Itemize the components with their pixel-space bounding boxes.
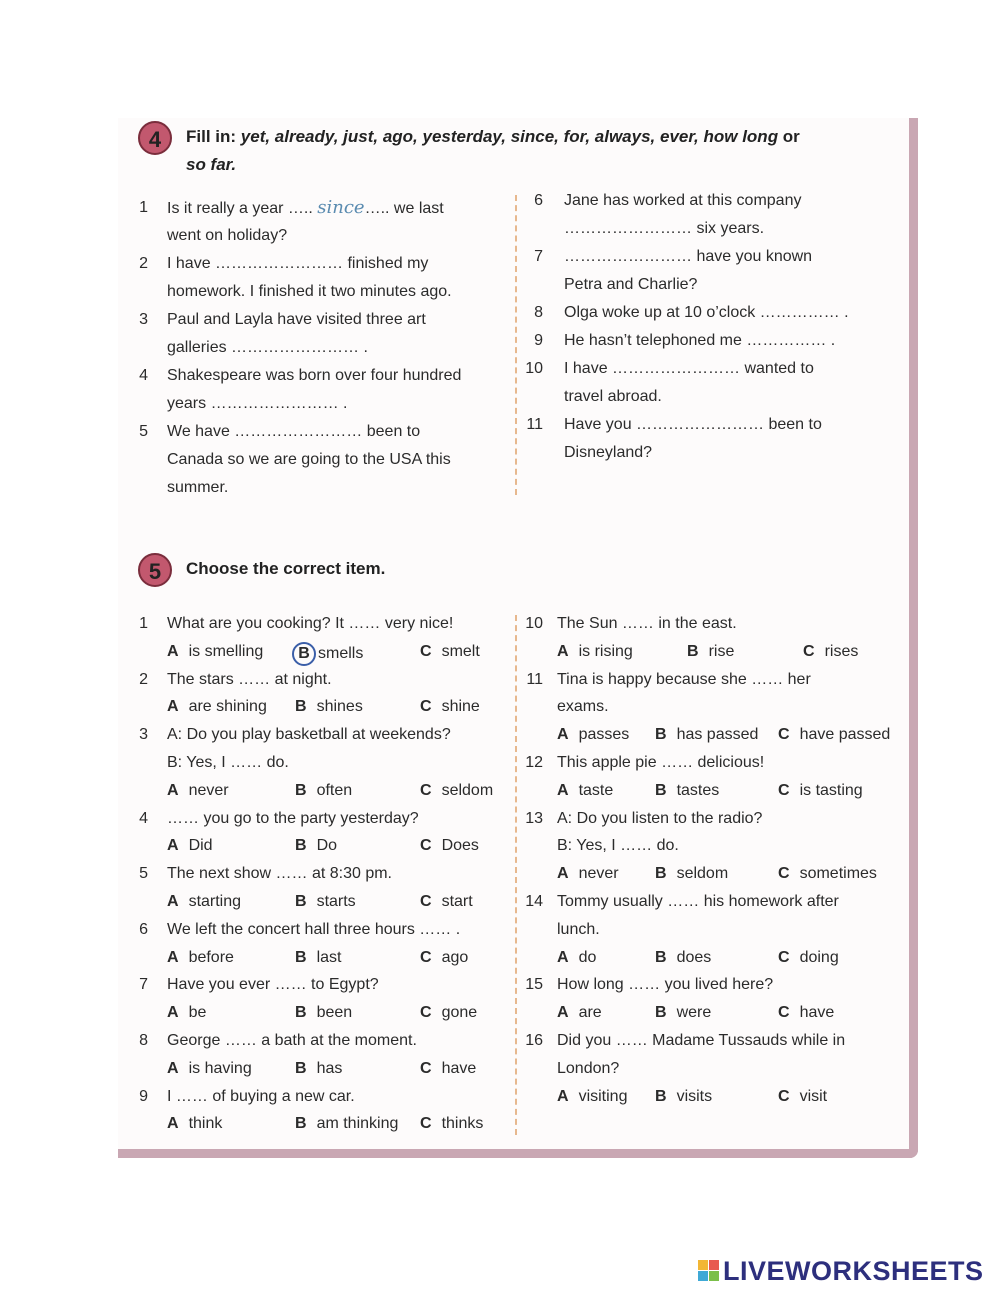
item-text: Jane has worked at this company [564,192,802,209]
option-text: is smelling [188,642,264,660]
question-text: exams. [557,698,609,716]
option-letter: B [655,948,667,966]
item-text: homework. I finished it two minutes ago. [167,283,452,300]
column-divider-2 [515,615,517,1135]
option-letter: C [778,948,790,966]
item-text: Paul and Layla have visited three art [167,311,426,328]
item-number: 4 [139,367,148,384]
answer-option [295,836,337,856]
option-letter: C [420,948,432,966]
item-text: We have …………………… been to [167,423,421,440]
answer-option [557,642,633,662]
answer-option [655,1003,711,1023]
question-text: Have you ever …… to Egypt? [167,976,379,994]
question-number: 5 [139,865,148,883]
column-divider [515,195,517,495]
option-text: visits [676,1087,713,1105]
option-text: never [578,865,619,883]
answer-option [167,1003,206,1023]
option-text: been [316,1004,353,1022]
option-text: tastes [676,781,720,799]
answer-option [655,725,758,745]
question-text: Tommy usually …… his homework after [557,893,839,910]
answer-option [803,642,858,662]
option-text: starts [316,893,356,910]
option-text: do [578,948,597,966]
liveworksheets-logo [698,1256,984,1287]
option-text: does [676,948,712,966]
option-letter: C [420,698,432,716]
option-text: passes [578,726,630,744]
option-letter: B [655,726,667,744]
option-letter: C [420,1059,432,1077]
question-text: …… you go to the party yesterday? [167,809,419,827]
option-text: is rising [578,642,633,660]
question-number: 7 [139,976,148,994]
exercise-5-badge: 5 [138,553,172,587]
option-letter: C [778,726,790,744]
option-letter: A [167,948,179,966]
answer-option [167,836,213,856]
item-text: Olga woke up at 10 o’clock …………… . [564,304,849,321]
question-number: 15 [525,976,543,994]
answer-option [778,1087,827,1107]
option-letter: A [557,642,569,660]
answer-option [557,1003,602,1023]
option-letter: B [295,781,307,799]
title-or: or [778,127,800,146]
answer-option [655,781,719,801]
answer-option [557,725,629,745]
option-text: is tasting [799,781,863,799]
answer-option [655,948,711,968]
question-text: George …… a bath at the moment. [167,1032,417,1049]
answer-option [420,642,480,662]
question-text: B: Yes, I …… do. [557,837,679,855]
option-text: sometimes [799,865,877,883]
circled-letter: B [292,642,316,666]
item-text: went on holiday? [167,227,288,244]
item-text: years …………………… . [167,395,348,412]
option-text: smells [318,644,364,662]
item-number: 7 [534,248,543,265]
option-letter: B [295,893,307,910]
answer-option [167,948,234,968]
option-text: visit [799,1087,828,1105]
question-number: 2 [139,670,148,688]
option-letter: C [420,642,432,660]
answer-option [167,642,263,662]
answer-option [167,1114,222,1134]
exercise-4-title [186,127,800,147]
option-text: think [188,1115,223,1133]
option-text: has passed [676,726,759,744]
option-letter: A [167,781,179,799]
question-number: 1 [139,615,148,632]
item-text: Canada so we are going to the USA this [167,451,451,468]
item-number: 6 [534,192,543,209]
question-number: 9 [139,1087,148,1105]
option-text: Does [441,837,479,855]
option-text: am thinking [316,1115,399,1133]
option-text: often [316,781,353,799]
option-letter: B [295,698,307,716]
question-number: 13 [525,809,543,827]
option-letter: A [167,698,179,716]
exercise-4-badge: 4 [138,121,172,155]
logo-icon [698,1260,720,1282]
option-text: ago [441,948,469,966]
option-text: Did [188,837,213,855]
sample-answer: since [317,197,365,218]
item-text: Is it really a year ….. since….. we last [167,197,444,218]
option-letter: C [778,1004,790,1022]
option-letter: B [687,642,699,660]
item-text: travel abroad. [564,388,662,405]
answer-option [420,836,479,856]
question-number: 12 [525,754,543,771]
option-text: rise [708,642,735,660]
question-number: 10 [525,615,543,632]
item-text: Have you …………………… been to [564,416,822,433]
option-letter: B [655,865,667,883]
question-text: Tina is happy because she …… her [557,670,811,688]
option-letter: B [295,1115,307,1133]
question-number: 3 [139,726,148,744]
option-letter: A [557,948,569,966]
item-text: Shakespeare was born over four hundred [167,367,462,384]
option-letter: B [295,948,307,966]
item-number: 10 [525,360,543,377]
answer-option [167,697,267,717]
option-letter: C [778,1087,790,1105]
option-letter: B [655,1004,667,1022]
option-text: were [676,1004,712,1022]
option-letter: C [420,781,432,799]
item-text: Petra and Charlie? [564,276,698,293]
question-text: I …… of buying a new car. [167,1087,355,1105]
answer-option [295,1003,352,1023]
answer-option [687,642,734,662]
question-text: The stars …… at night. [167,670,332,688]
answer-option [420,1003,477,1023]
item-number: 8 [534,304,543,321]
option-text: have passed [799,726,891,744]
answer-option [167,892,241,912]
option-letter: A [557,726,569,744]
option-text: doing [799,948,839,966]
question-text: What are you cooking? It …… very nice! [167,615,454,632]
option-letter: B [295,1059,307,1077]
question-text: London? [557,1059,620,1077]
item-text: He hasn’t telephoned me …………… . [564,332,836,349]
option-letter: C [778,865,790,883]
option-letter: A [557,865,569,883]
answer-option [295,892,356,912]
question-text: The Sun …… in the east. [557,615,737,632]
option-letter: A [167,893,179,910]
option-letter: C [420,1004,432,1022]
answer-option [655,864,728,884]
answer-option [295,1114,398,1134]
option-text: gone [441,1004,478,1022]
question-text: How long …… you lived here? [557,976,774,994]
answer-option [295,781,352,801]
question-number: 14 [525,893,543,910]
item-text: summer. [167,479,229,496]
answer-option [557,781,613,801]
item-text: …………………… have you known [564,248,813,265]
item-number: 9 [534,332,543,349]
answer-option [655,1087,712,1107]
option-letter: A [167,1059,179,1077]
option-letter: C [420,837,432,855]
answer-option [778,864,877,884]
option-text: are shining [188,698,267,716]
option-text: visiting [578,1087,628,1105]
option-letter: A [167,1004,179,1022]
option-text: smelt [441,642,480,660]
answer-option [295,1059,342,1079]
answer-option [557,948,596,968]
question-text: The next show …… at 8:30 pm. [167,865,392,883]
question-text: lunch. [557,920,600,938]
option-text: have [441,1059,477,1077]
option-text: seldom [676,865,729,883]
option-text: has [316,1059,343,1077]
answer-option [295,697,363,717]
option-text: rises [824,642,859,660]
option-letter: A [557,1004,569,1022]
answer-option [167,781,229,801]
option-text: shine [441,698,480,716]
logo-text: LIVEWORKSHEETS [723,1256,984,1286]
option-text: starting [188,893,242,910]
answer-option [420,697,480,717]
answer-option [420,1114,483,1134]
option-letter: A [557,781,569,799]
option-text: Do [316,837,338,855]
answer-option [557,1087,627,1107]
answer-option [420,892,473,912]
option-letter: C [803,642,815,660]
option-text: taste [578,781,614,799]
question-text: We left the concert hall three hours …… . [167,920,461,938]
option-letter: A [167,1115,179,1133]
exercise-4-title-line2: so far. [186,155,237,174]
answer-option [420,781,493,801]
question-number: 16 [525,1032,543,1049]
answer-option [420,1059,476,1079]
option-letter: C [778,781,790,799]
item-text: I have …………………… wanted to [564,360,814,377]
question-text: B: Yes, I …… do. [167,754,289,771]
option-letter: C [420,1115,432,1133]
option-text: have [799,1004,835,1022]
option-text: last [316,948,342,966]
option-text: never [188,781,229,799]
answer-option [295,948,341,968]
item-number: 1 [139,199,148,216]
question-number: 8 [139,1032,148,1049]
answer-option [420,948,468,968]
worksheet-page [118,118,918,1158]
question-text: Did you …… Madame Tussauds while in [557,1032,846,1049]
answer-option [167,1059,252,1079]
option-letter: B [295,837,307,855]
title-prefix: Fill in: [186,127,241,146]
answer-option [778,1003,834,1023]
answer-option [778,725,890,745]
option-text: be [188,1004,207,1022]
option-text: seldom [441,781,494,799]
option-letter: B [655,781,667,799]
option-letter: B [295,1004,307,1022]
question-text: This apple pie …… delicious! [557,754,765,771]
item-number: 2 [139,255,148,272]
answer-option [557,864,619,884]
answer-option [778,781,863,801]
answer-option [295,642,363,666]
question-text: A: Do you play basketball at weekends? [167,726,451,744]
item-number: 3 [139,311,148,328]
title-words: yet, already, just, ago, yesterday, since, for, always, ever, how long [240,127,779,146]
item-text: Disneyland? [564,444,653,461]
option-letter: A [167,642,179,660]
option-text: before [188,948,234,966]
option-text: shines [316,698,363,716]
item-text: I have …………………… finished my [167,255,429,272]
question-number: 4 [139,809,148,827]
item-number: 5 [139,423,148,440]
option-letter: B [655,1087,667,1105]
exercise-5-title: Choose the correct item. [186,559,386,578]
option-letter: A [557,1087,569,1105]
question-number: 11 [526,670,543,688]
option-text: start [441,893,473,910]
question-text: A: Do you listen to the radio? [557,809,763,827]
option-text: are [578,1004,602,1022]
option-letter: C [420,893,432,910]
option-text: thinks [441,1115,484,1133]
option-letter: A [167,837,179,855]
item-text: …………………… six years. [564,220,765,237]
answer-option [778,948,839,968]
item-text: galleries …………………… . [167,339,368,356]
question-number: 6 [139,920,148,938]
option-text: is having [188,1059,252,1077]
item-number: 11 [526,416,543,433]
